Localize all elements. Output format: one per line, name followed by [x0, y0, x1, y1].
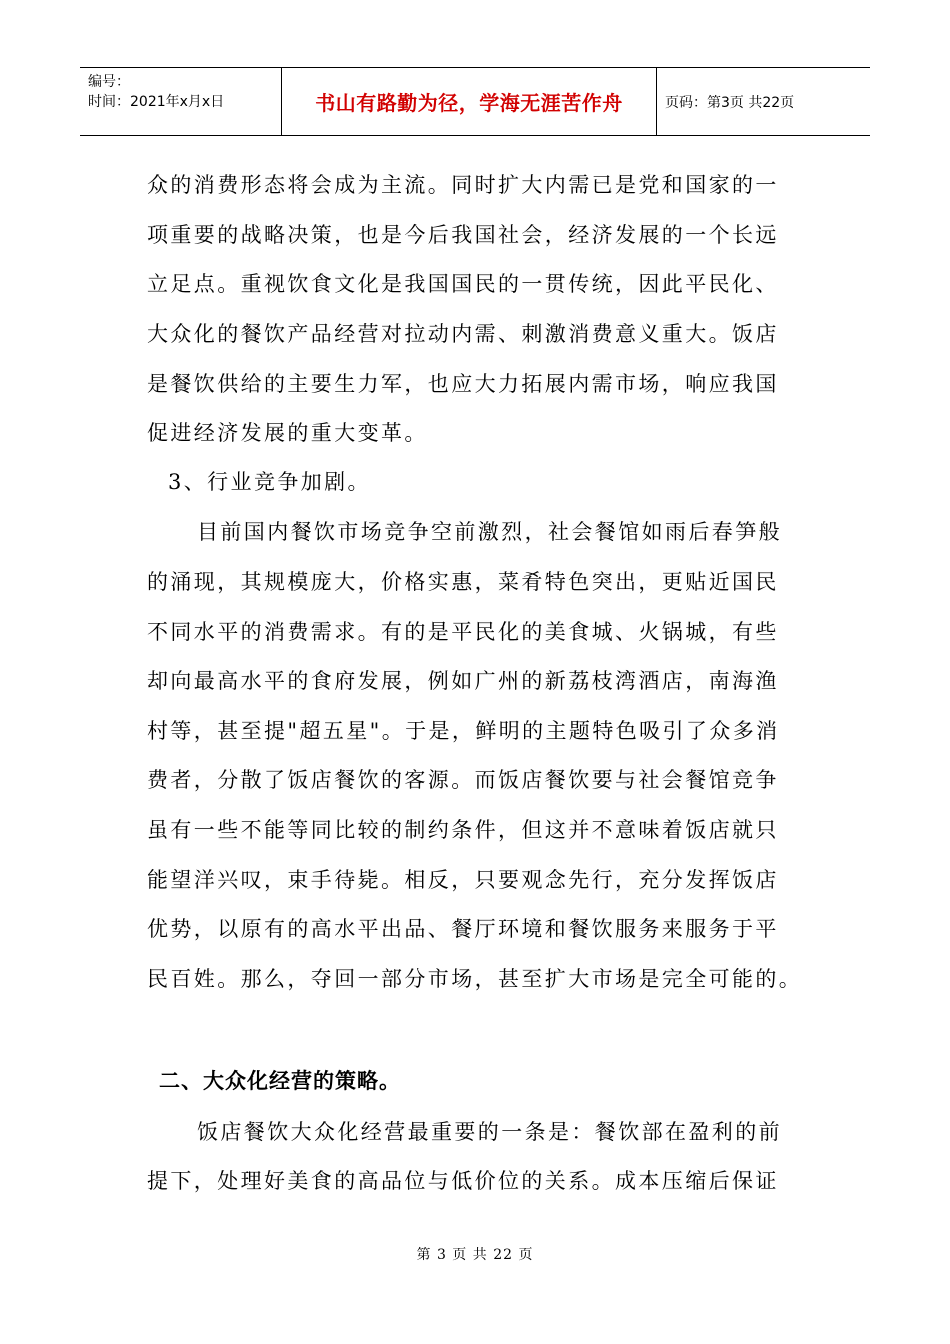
page-header — [80, 67, 870, 136]
body-line: 村等，甚至提"超五星"。于是，鲜明的主题特色吸引了众多消 — [147, 719, 780, 743]
subsection-heading: 3、行业竞争加剧。 — [168, 470, 371, 494]
document-number-label: 编号： — [88, 74, 130, 90]
header-motto: 书山有路勤为径，学海无涯苦作舟 — [282, 68, 657, 135]
document-date: 时间：2021年x月x日 — [88, 94, 225, 110]
body-line: 是餐饮供给的主要生力军，也应大力拓展内需市场，响应我国 — [147, 372, 779, 396]
body-line: 饭店餐饮大众化经营最重要的一条是：餐饮部在盈利的前 — [197, 1120, 782, 1144]
body-line: 众的消费形态将会成为主流。同时扩大内需已是党和国家的一 — [147, 173, 779, 197]
body-line: 优势，以原有的高水平出品、餐厅环境和餐饮服务来服务于平 — [147, 917, 779, 941]
body-line: 提下，处理好美食的高品位与低价位的关系。成本压缩后保证 — [147, 1169, 779, 1193]
body-line: 的涌现，其规模庞大，价格实惠，菜肴特色突出，更贴近国民 — [147, 570, 779, 594]
body-line: 促进经济发展的重大变革。 — [147, 421, 428, 445]
body-line: 立足点。重视饮食文化是我国国民的一贯传统，因此平民化、 — [147, 272, 779, 296]
header-page-info: 页码：第3页 共22页 — [665, 94, 795, 111]
body-line: 却向最高水平的食府发展，例如广州的新荔枝湾酒店，南海渔 — [147, 669, 779, 693]
section-heading: 二、大众化经营的策略。 — [159, 1069, 401, 1093]
header-meta — [80, 68, 282, 135]
body-line: 不同水平的消费需求。有的是平民化的美食城、火锅城，有些 — [147, 620, 779, 644]
body-line: 能望洋兴叹，束手待毙。相反，只要观念先行，充分发挥饭店 — [147, 868, 779, 892]
body-line: 目前国内餐饮市场竞争空前激烈，社会餐馆如雨后春笋般 — [197, 520, 782, 544]
body-line: 费者，分散了饭店餐饮的客源。而饭店餐饮要与社会餐馆竞争 — [147, 768, 779, 792]
body-line: 项重要的战略决策，也是今后我国社会，经济发展的一个长远 — [147, 223, 779, 247]
body-line: 民百姓。那么，夺回一部分市场，甚至扩大市场是完全可能的。 — [147, 967, 803, 991]
body-line: 大众化的餐饮产品经营对拉动内需、刺激消费意义重大。饭店 — [147, 322, 779, 346]
body-line: 虽有一些不能等同比较的制约条件，但这并不意味着饭店就只 — [147, 818, 779, 842]
page-footer: 第 3 页 共 22 页 — [416, 1247, 534, 1263]
